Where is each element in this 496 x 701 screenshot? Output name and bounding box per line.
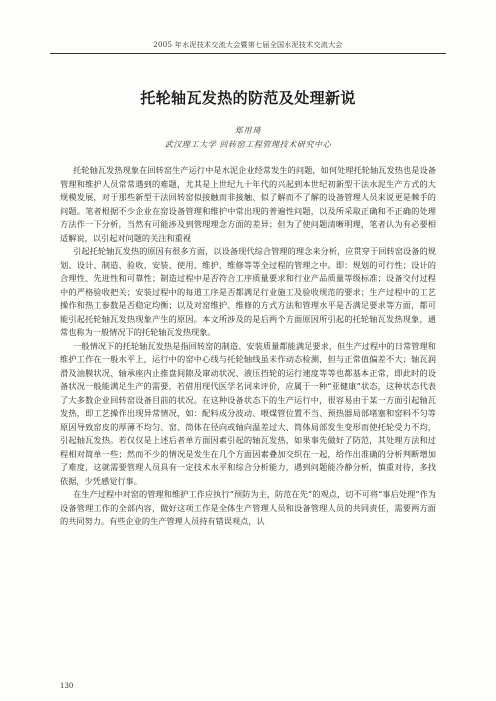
author-affiliation: 武汉理工大学 回转窑工程管理技术研究中心 — [164, 140, 332, 149]
page-number: 130 — [60, 682, 74, 690]
article-title: 托轮轴瓦发热的防范及处理新说 — [140, 89, 356, 107]
paragraph: 在生产过程中对窑的管理和维护工作应执行“预防为主，防范在先”的观点，切不可将“事后处理”作为设备管理工作的全部内容，做好这项工作是全体生产管理人员和设备管理人员的共同责任，需要两方面的共同努力。有些企业的生产管理人员持有错误观点，认 — [60, 489, 436, 526]
running-header: 2005 年水泥技术交流大会暨第七届全国水泥技术交流大会 — [153, 41, 343, 49]
paragraph: 一般情况下的托轮轴瓦发热是指回转窑的制造、安装质量都能满足要求，但生产过程中的日常管理和维护工作在一般水平上，运行中的窑中心线与托轮轴线虽未作动态检测，但与正常值偏差不大；轴瓦润滑及油膜状况、轴承座内止推盘间隙及窜动状况、液压挡轮的运行速度等等也都基本正常，即此时的设备状况一般能满足生产的需要，若借用现代医学名词来评价，应属于一种“亚健康”状态，这种状态代表了大多数企业回转窑设备目前的状况。在这种设备状态下的生产运行中，很容易由于某一方面引起轴瓦发热，即工艺操作出现异常情况，如：配料成分波动、喂煤管位置不当、预热器局部堵塞和窑料不匀等原因导致窑皮的厚薄不均匀、窑、筒体在径向或轴向温差过大、筒体局部发生变形而使托轮受力不均，引起轴瓦发热。若仅仅是上述后者单方面因素引起的轴瓦发热，如果事先做好了防范，其处理方法和过程相对简单一些；然而不少的情况是发生在几个方面因素叠加交织在一起，给作出准确的分析判断增加了难度，这就需要管理人员具有一定技术水平和综合分析能力，遇到问题能冷静分析，慎重对待，多找依据，少凭感觉行事。 — [60, 340, 436, 486]
header-rule — [50, 53, 446, 54]
author-name: 郑用琦 — [234, 126, 262, 135]
paragraph: 引起托轮轴瓦发热的原因有很多方面，以设备现代综合管理的理念来分析，应贯穿于回转窑设备的规划、设计、制造、验收、安装、使用、维护、维修等等全过程的管理之中。即：规划的可行性；设计的合理性、先进性和可靠性；制造过程中是否符合工序质量要求和行业产品质量等级标准；设备交付过程中的严格验收把关；安装过程中的每道工序是否都满足行业施工及验收规范的要求；生产过程中的工艺操作和热工参数是否稳定均衡；以及对窑维护、维修的方式方法和管理水平是否满足要求等方面，都可能引起托轮轴瓦发热现象产生的原因。本文所涉及的是后两个方面原因所引起的托轮轴瓦发热现象，通常也称为一般情况下的托轮轴瓦发热现象。 — [60, 246, 436, 337]
article-body — [60, 164, 436, 529]
paragraph: 托轮轴瓦发热现象在回转窑生产运行中是水泥企业经常发生的问题，如何处理托轮轴瓦发热也是设备管理和维护人员常常遇到的难题，尤其是上世纪九十年代的兴起到本世纪初新型干法水泥生产方式的大规模发展，对于那些新型干法回转窑似接触而非接触、似了解而不了解的设备管理人员来说更是棘手的问题。笔者根据不少企业在窑设备管理和维护中常出现的普遍性问题，以及所采取正确和不正确的处理方法作一下分析，当然有可能涉及到管理理念方面的差异；但为了使问题清晰明理，笔者认为有必要相适解说，以引起对问题的关注和重视 — [60, 165, 436, 243]
